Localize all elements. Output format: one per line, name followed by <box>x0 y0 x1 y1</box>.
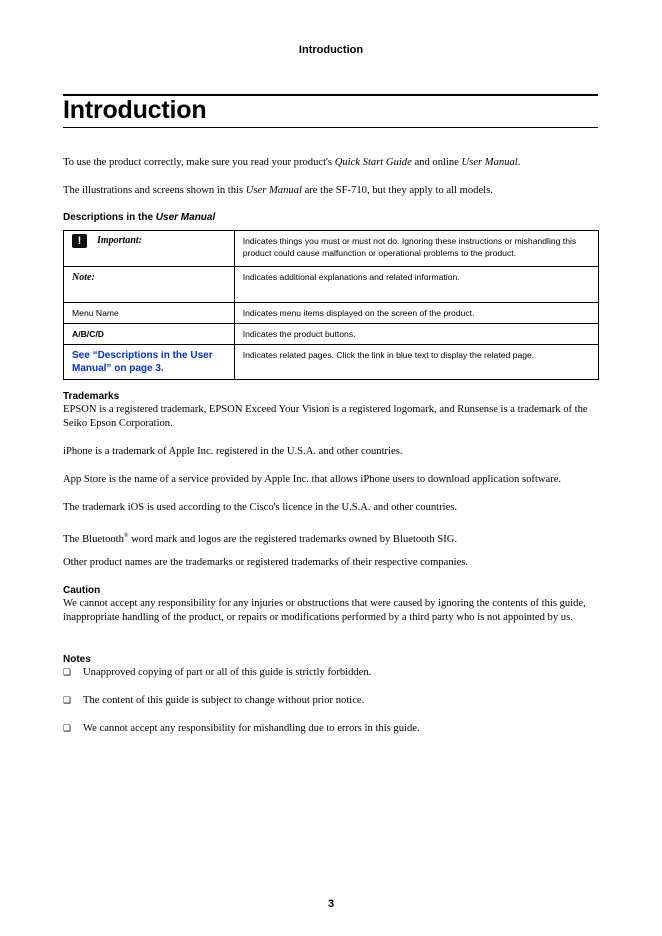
title-rule-bottom <box>63 127 598 128</box>
heading-text: Descriptions in the <box>63 212 156 223</box>
descriptions-heading <box>63 211 215 224</box>
list-item <box>63 694 420 722</box>
note-text: Unapproved copying of part or all of this guide is strictly forbidden. <box>83 667 372 678</box>
descriptions-table <box>63 230 599 380</box>
checkbox-bullet-icon: ❏ <box>63 724 72 734</box>
intro-text: To use the product correctly, make sure you read your product's <box>63 157 335 168</box>
table-cell-label <box>64 267 235 303</box>
note-text: We cannot accept any responsibility for mishandling due to errors in this guide. <box>83 723 420 734</box>
intro-paragraph-1 <box>63 156 603 170</box>
trademark-text: word mark and logos are the registered trademarks owned by Bluetooth SIG. <box>128 534 458 545</box>
trademarks-heading: Trademarks <box>63 391 120 402</box>
important-label: Important: <box>97 235 143 246</box>
checkbox-bullet-icon: ❏ <box>63 668 72 678</box>
trademark-paragraph: The trademark iOS is used according to the Cisco's licence in the U.S.A. and other countries. <box>63 502 458 513</box>
table-cell-label: A/B/C/D <box>64 324 235 345</box>
running-header: Introduction <box>298 44 364 56</box>
quick-start-guide-ref: Quick Start Guide <box>334 157 412 168</box>
table-cell-label <box>64 231 235 267</box>
caution-heading: Caution <box>63 585 101 596</box>
table-row <box>64 303 599 324</box>
registered-mark: ® <box>123 533 129 539</box>
trademark-paragraph-bluetooth <box>63 529 603 547</box>
table-cell-text: Indicates the product buttons. <box>234 324 598 345</box>
trademark-paragraph: App Store is the name of a service provided by Apple Inc. that allows iPhone users to download application software. <box>63 474 562 485</box>
user-manual-ref: User Manual <box>245 185 302 196</box>
trademark-paragraph: EPSON is a registered trademark, EPSON Exceed Your Vision is a registered logomark, and Runsense is a trademark of the Seiko Epson Corporation. <box>63 404 588 429</box>
intro-paragraph-2 <box>63 184 603 198</box>
table-cell-text: Indicates things you must or must not do. Ignoring these instructions or mishandling this product could cause malfunction or operational problems to the product. <box>234 231 598 267</box>
note-label: Note: <box>72 272 95 283</box>
heading-text-italic: User Manual <box>155 212 216 223</box>
table-row <box>64 231 599 267</box>
user-manual-ref: User Manual <box>461 157 518 168</box>
table-cell-label <box>64 345 235 380</box>
intro-text: . <box>517 157 521 168</box>
intro-text: The illustrations and screens shown in this <box>63 185 246 196</box>
table-cell-text: Indicates additional explanations and related information. <box>234 267 598 303</box>
exclamation-icon: ! <box>72 234 87 248</box>
table-cell-text: Indicates menu items displayed on the screen of the product. <box>234 303 598 324</box>
intro-text: and online <box>411 157 462 168</box>
page-reference-link[interactable]: See “Descriptions in the User Manual” on page 3. <box>72 350 213 374</box>
page-title: Introduction <box>63 96 207 124</box>
trademark-text: The Bluetooth <box>63 534 124 545</box>
table-row <box>64 324 599 345</box>
table-cell-text: Indicates related pages. Click the link in blue text to display the related page. <box>234 345 598 380</box>
notes-heading: Notes <box>63 654 91 665</box>
table-row <box>64 345 599 380</box>
page-number: 3 <box>327 898 335 910</box>
trademark-paragraph: Other product names are the trademarks or registered trademarks of their respective companies. <box>63 557 469 568</box>
notes-list <box>63 666 420 750</box>
list-item <box>63 722 420 750</box>
intro-text: are the SF-710, but they apply to all models. <box>301 185 493 196</box>
caution-paragraph: We cannot accept any responsibility for any injuries or obstructions that were caused by ignoring the contents of this guide, inappropriate handling of the product, or repairs or modifications performed by a third party who is not appointed by us. <box>63 598 586 623</box>
note-text: The content of this guide is subject to change without prior notice. <box>83 695 365 706</box>
list-item <box>63 666 420 694</box>
table-row <box>64 267 599 303</box>
checkbox-bullet-icon: ❏ <box>63 696 72 706</box>
trademark-paragraph: iPhone is a trademark of Apple Inc. registered in the U.S.A. and other countries. <box>63 446 403 457</box>
table-cell-label: Menu Name <box>64 303 235 324</box>
